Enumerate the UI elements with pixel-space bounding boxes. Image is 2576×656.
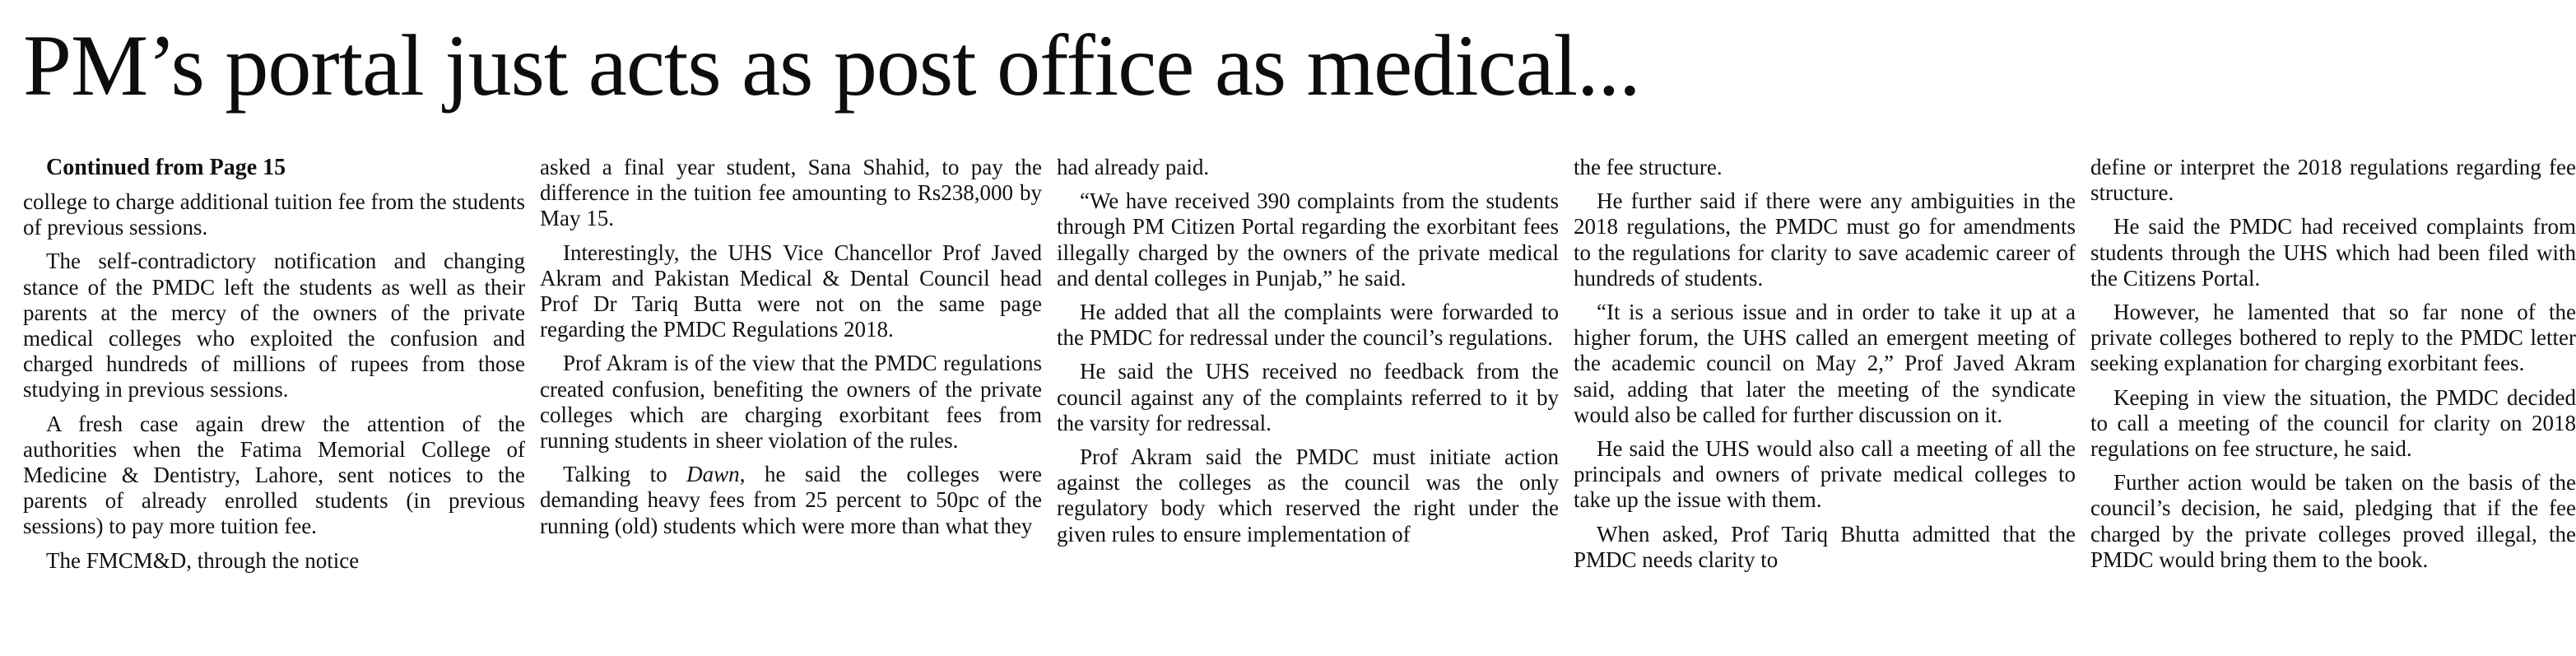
paragraph: However, he lamented that so far none of the private colleges bothered to reply to the PMDC letter seeking explanation for charging exorbitant fees. [2090, 300, 2576, 376]
paragraph: asked a final year student, Sana Shahid, to pay the difference in the tuition fee amounting to Rs238,000 by May 15. [540, 155, 1042, 231]
paragraph: college to charge additional tuition fee from the students of previous sessions. [23, 189, 525, 240]
paragraph: “We have received 390 complaints from the students through PM Citizen Portal regarding the exorbitant fees illegally charged by the owners of the private medical and dental colleges in Punjab,” he said. [1057, 188, 1559, 291]
headline: PM’s portal just acts as post office as medical... [23, 17, 1640, 114]
paragraph: He further said if there were any ambiguities in the 2018 regulations, the PMDC must go for amendments to the regulations for clarity to save academic career of hundreds of students. [1574, 188, 2076, 291]
paragraph: He said the UHS received no feedback from the council against any of the complaints referred to it by the varsity for redressal. [1057, 359, 1559, 435]
paragraph: The FMCM&D, through the notice [46, 547, 360, 573]
column-3 [1057, 155, 1559, 649]
column-1 [23, 155, 525, 649]
paragraph: The self-contradictory notification and changing stance of the PMDC left the students as well as their parents at the mercy of the owners of the private medical colleges who exploited the confusion and charged hundreds of millions of rupees from those studying in previous sessions. [23, 249, 525, 402]
column-2 [540, 155, 1042, 649]
column-5 [2090, 155, 2576, 649]
paragraph: Prof Akram said the PMDC must initiate action against the colleges as the council was the only regulatory body which reserved the right under the given rules to ensure implementation of [1057, 444, 1559, 547]
paragraph: He added that all the complaints were forwarded to the PMDC for redressal under the council’s regulations. [1057, 300, 1559, 351]
paragraph: A fresh case again drew the attention of the authorities when the Fatima Memorial College of Medicine & Dentistry, Lahore, sent notices to the parents of already enrolled students (in previous sessions) to pay more tuition fee. [23, 411, 525, 539]
paragraph: had already paid. [1057, 155, 1210, 179]
column-4 [1574, 155, 2076, 649]
article-body [23, 155, 2576, 649]
paragraph: the fee structure. [1574, 155, 1723, 179]
paragraph: He said the PMDC had received complaints from students through the UHS which had been filed with the Citizens Portal. [2090, 214, 2576, 291]
paragraph-text: Talking to [563, 462, 687, 487]
paragraph: “It is a serious issue and in order to take it up at a higher forum, the UHS called an emergent meeting of the academic council on May 2,” Prof Javed Akram said, adding that later the meeting of the syndicate would also be called for further discussion on it. [1574, 300, 2076, 427]
paragraph: define or interpret the 2018 regulations regarding fee structure. [2090, 155, 2576, 206]
continued-from-label: Continued from Page 15 [46, 155, 286, 180]
paragraph: Keeping in view the situation, the PMDC decided to call a meeting of the council for clarity on 2018 regulations on fee structure, he said. [2090, 384, 2576, 462]
paragraph: When asked, Prof Tariq Bhutta admitted that the PMDC needs clarity to [1574, 521, 2076, 572]
newspaper-name: Dawn [686, 462, 740, 487]
paragraph-text: , he said the colleges were demanding heavy fees from 25 percent to 50pc of the running (old) students which were more than what they [540, 462, 1042, 538]
paragraph: Prof Akram is of the view that the PMDC regulations created confusion, benefiting the owners of the private colleges which are charging exorbitant fees from running students in sheer violation of the rules. [540, 351, 1042, 454]
paragraph [540, 462, 1042, 539]
paragraph: Further action would be taken on the basis of the council’s decision, he said, pledging that if the fee charged by the private colleges proved illegal, the PMDC would bring them to the book. [2090, 470, 2576, 572]
paragraph: He said the UHS would also call a meeting of all the principals and owners of private medical colleges to take up the issue with them. [1574, 436, 2076, 513]
paragraph: Interestingly, the UHS Vice Chancellor Prof Javed Akram and Pakistan Medical & Dental Council head Prof Dr Tariq Butta were not on the same page regarding the PMDC Regulations 2018. [540, 240, 1042, 342]
